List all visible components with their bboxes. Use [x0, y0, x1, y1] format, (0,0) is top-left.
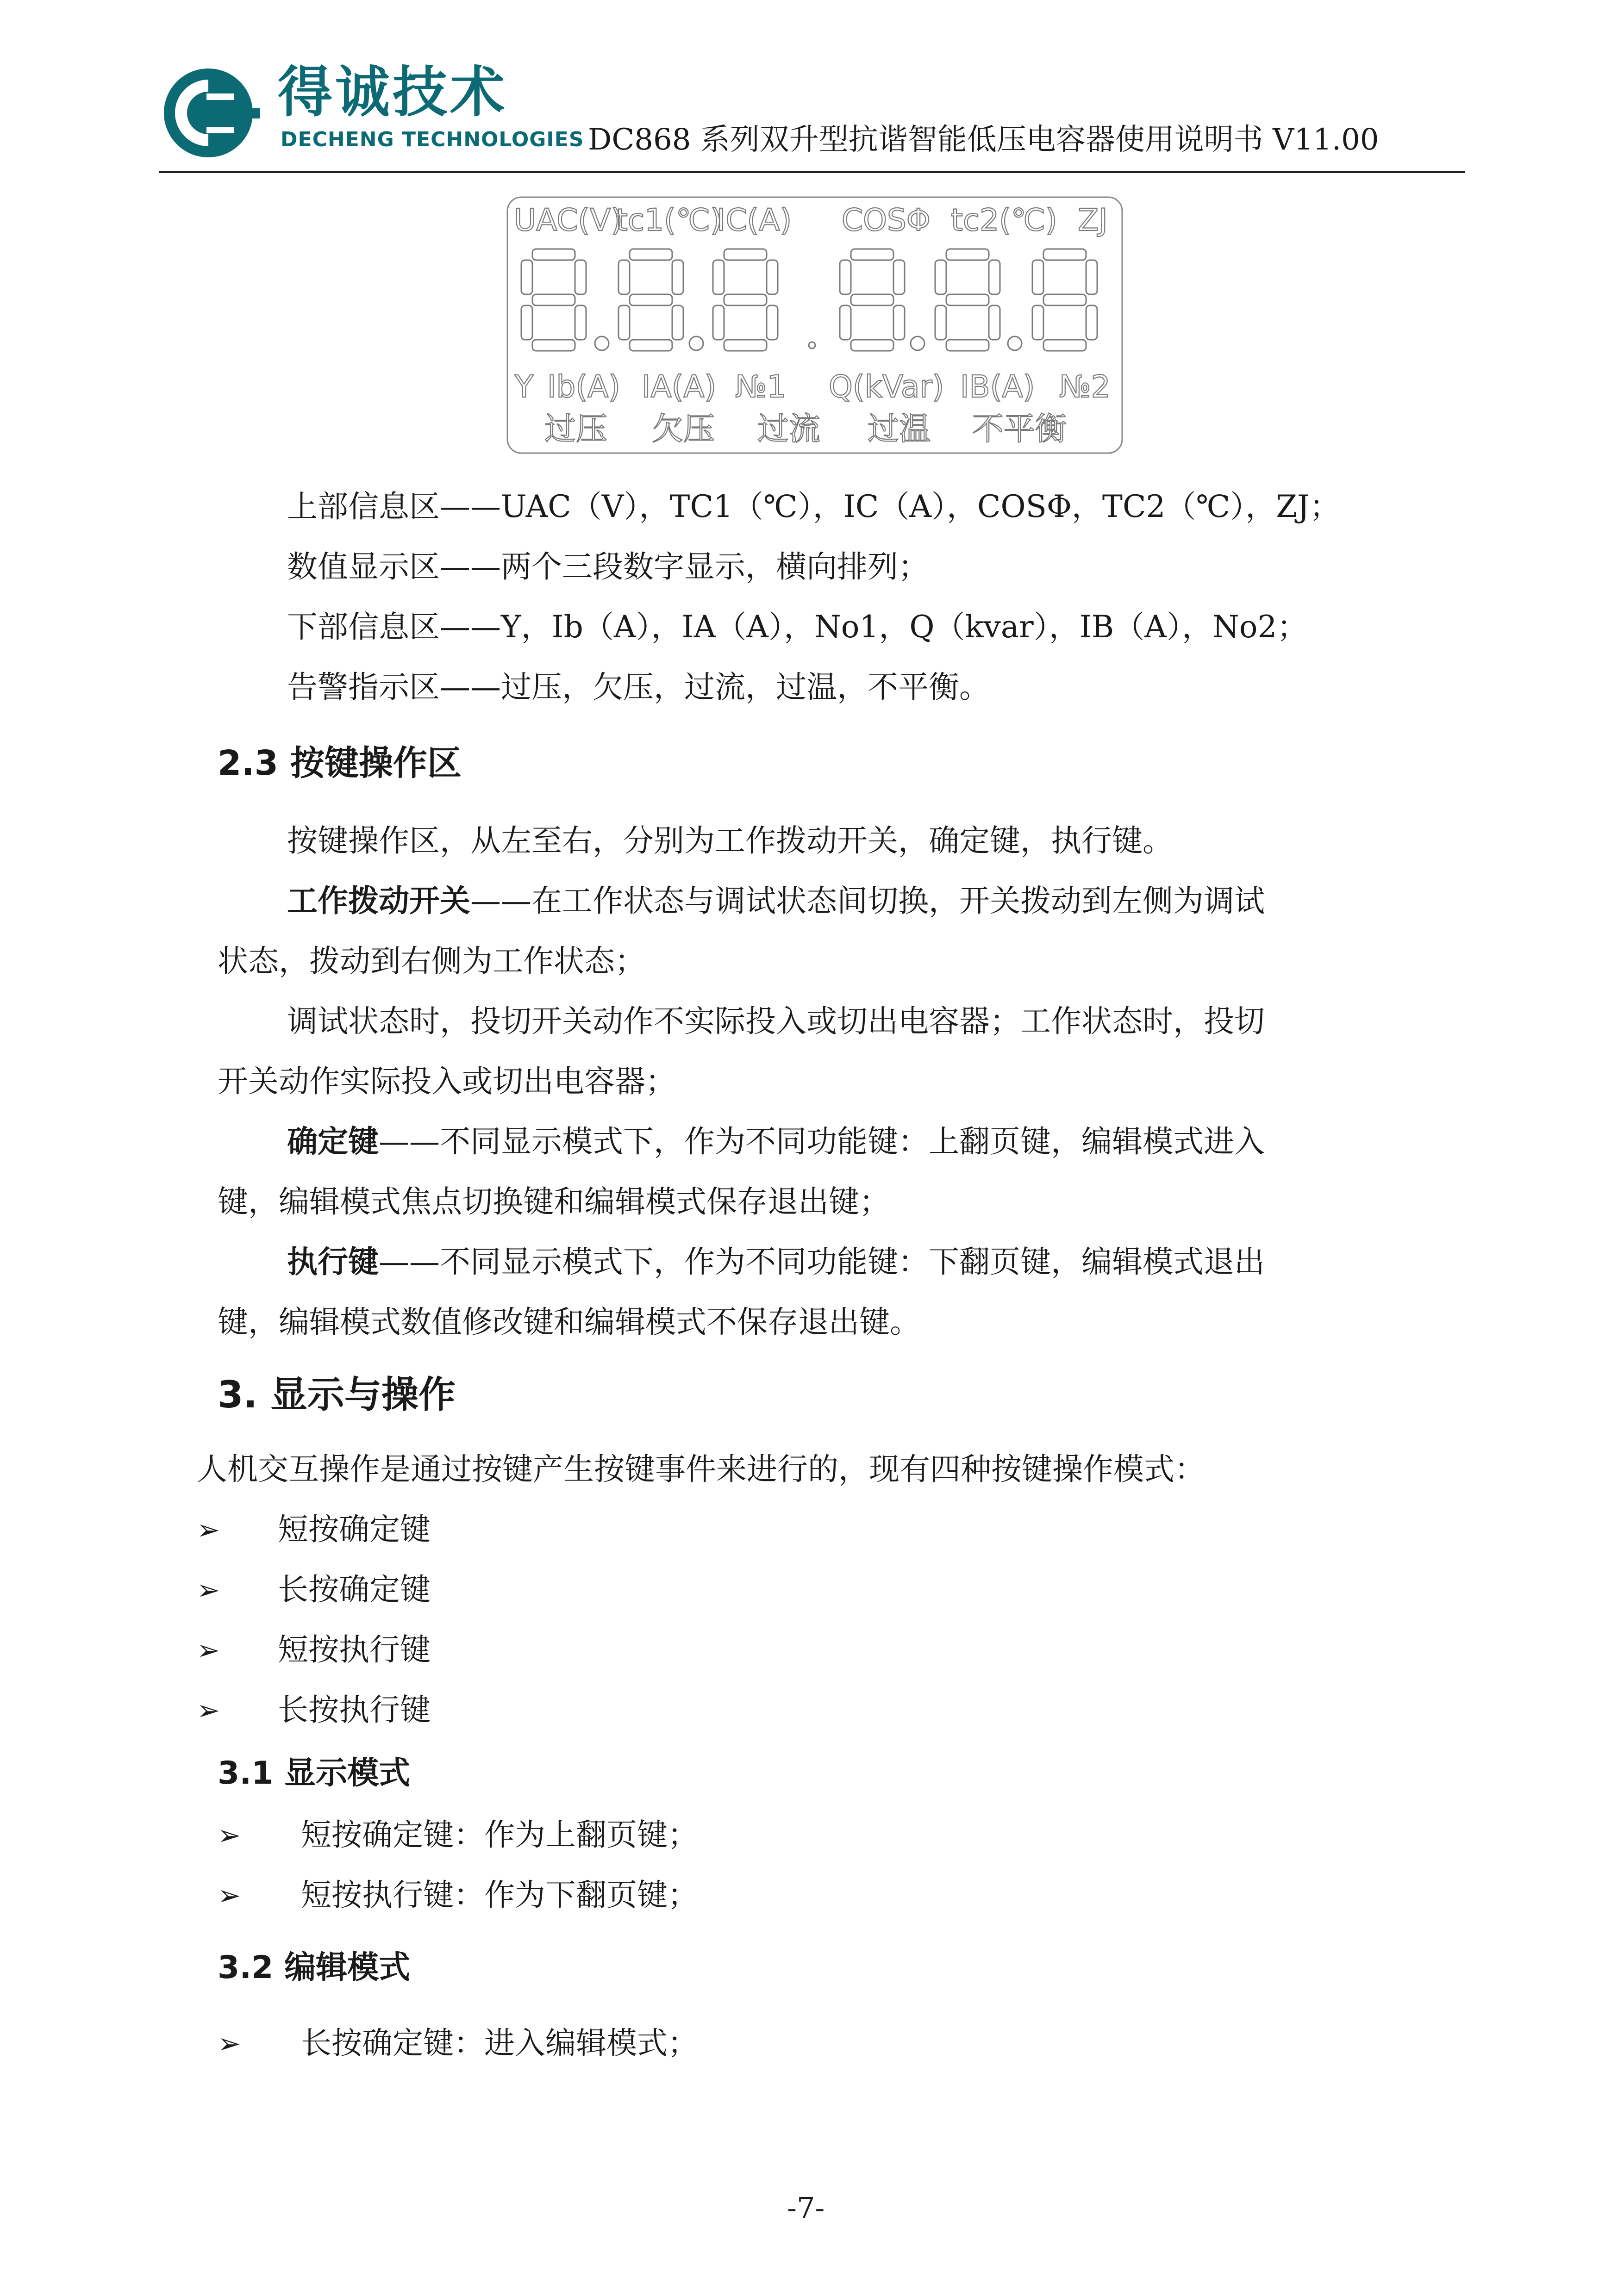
lcd-alarm-overcurrent: 过流: [757, 411, 821, 448]
lcd-segment: [630, 340, 672, 351]
info-bottom-area: 下部信息区——Y，Ib（A），IA（A），No1，Q（kvar），IB（A），No2；: [287, 609, 1308, 645]
header-divider: [159, 171, 1465, 173]
lcd-label-no1: №1: [735, 369, 787, 404]
lcd-digit: [935, 249, 1000, 351]
lcd-segment: [532, 249, 575, 260]
lcd-segment: [630, 294, 672, 305]
lcd-segment: [672, 260, 683, 294]
lcd-segment: [946, 340, 989, 351]
display-mode-item: 短按确定键：作为上翻页键；: [301, 1817, 698, 1853]
lcd-label-y: Y: [515, 369, 534, 404]
lcd-segment: [521, 260, 532, 294]
lcd-segment: [672, 305, 683, 340]
lcd-label-ia: IA(A): [642, 369, 717, 404]
lcd-segment: [935, 260, 946, 294]
lcd-segment: [575, 305, 586, 340]
lcd-label-q: Q(kVar): [829, 369, 944, 404]
lcd-segment: [713, 260, 724, 294]
page-number: -7-: [787, 2191, 825, 2225]
edit-mode-item: 长按确定键：进入编辑模式；: [301, 2025, 698, 2061]
lcd-label-ib2: IB(A): [960, 369, 1035, 404]
exec-line-2: 键，编辑模式数值修改键和编辑模式不保存退出键。: [218, 1304, 920, 1340]
company-logo-icon: [162, 66, 264, 161]
lcd-label-tc1: tc1(℃): [616, 202, 722, 238]
lcd-segment: [1032, 260, 1043, 294]
lcd-label-no2: №2: [1059, 369, 1111, 404]
lcd-segment: [1043, 340, 1086, 351]
lcd-segment: [1086, 305, 1097, 340]
lcd-label-uac: UAC(V): [514, 202, 623, 238]
mode-item: 短按执行键: [278, 1632, 431, 1668]
info-alarm-area: 告警指示区——过压，欠压，过流，过温，不平衡。: [287, 669, 990, 705]
lcd-segment: [1032, 305, 1043, 340]
bullet-icon: ➢: [218, 1819, 241, 1852]
switch-line-2: 状态，拨动到右侧为工作状态；: [218, 943, 645, 979]
lcd-digits: [521, 249, 1097, 351]
lcd-decimal-point: [689, 336, 703, 350]
lcd-segment: [575, 260, 586, 294]
lcd-segment: [1043, 294, 1086, 305]
lcd-decimal-point: [809, 342, 815, 348]
lcd-segment: [851, 340, 893, 351]
lcd-alarm-overvoltage: 过压: [544, 411, 608, 448]
lcd-segment: [893, 305, 905, 340]
switch-line-1: [287, 883, 1265, 919]
lcd-segment: [767, 305, 778, 340]
confirm-line-2: 键，编辑模式焦点切换键和编辑模式保存退出键；: [218, 1184, 890, 1220]
lcd-label-ic: IC(A): [717, 202, 792, 238]
lcd-segment: [724, 249, 767, 260]
confirm-line-1: [287, 1126, 1265, 1157]
exec-desc-1: ——不同显示模式下，作为不同功能键：下翻页键，编辑模式退出: [379, 1244, 1265, 1280]
lcd-segment: [935, 305, 946, 340]
switch-desc-1: ——在工作状态与调试状态间切换，开关拨动到左侧为调试: [470, 883, 1265, 919]
lcd-digit: [521, 249, 586, 351]
lcd-digit: [840, 249, 905, 351]
debug-line-2: 开关动作实际投入或切出电容器；: [218, 1064, 676, 1099]
lcd-digit: [618, 249, 683, 351]
lcd-decimal-point: [911, 336, 924, 350]
confirm-desc-1: ——不同显示模式下，作为不同功能键：上翻页键，编辑模式进入: [379, 1124, 1265, 1159]
lcd-decimal-point: [595, 336, 609, 350]
lcd-segment: [767, 260, 778, 294]
bullet-icon: ➢: [197, 1514, 220, 1546]
lcd-segment: [840, 305, 851, 340]
lcd-segment: [989, 305, 1000, 340]
info-value-area: 数值显示区——两个三段数字显示，横向排列；: [287, 549, 929, 585]
section-heading-2-3: 2.3 按键操作区: [218, 743, 462, 783]
mode-item: 短按确定键: [278, 1512, 431, 1547]
lcd-segment: [989, 260, 1000, 294]
lcd-segment: [713, 305, 724, 340]
lcd-segment: [1043, 249, 1086, 260]
lcd-segment: [851, 294, 893, 305]
lcd-segment: [1086, 260, 1097, 294]
lcd-alarm-overtemp: 过温: [868, 411, 931, 448]
display-mode-item: 短按执行键：作为下翻页键；: [301, 1877, 698, 1913]
lcd-label-cos: COSΦ: [842, 202, 931, 238]
lcd-digit: [713, 249, 778, 351]
bullet-icon: ➢: [197, 1574, 220, 1606]
lcd-segment: [851, 249, 893, 260]
switch-term: 工作拨动开关: [287, 883, 470, 919]
lcd-panel-diagram: [505, 194, 1125, 456]
document-title: DC868 系列双升型抗谐智能低压电容器使用说明书 V11.00: [588, 123, 1379, 157]
lcd-segment: [532, 294, 575, 305]
logo-chinese-name: 得诚技术: [278, 60, 508, 124]
lcd-segment: [946, 249, 989, 260]
lcd-digit: [1032, 249, 1097, 351]
section-heading-3-1: 3.1 显示模式: [218, 1755, 411, 1792]
logo-english-name: DECHENG TECHNOLOGIES: [281, 128, 584, 151]
lcd-segment: [893, 260, 905, 294]
lcd-decimal-point: [1008, 336, 1022, 350]
lcd-segment: [840, 260, 851, 294]
lcd-segment: [521, 305, 532, 340]
bullet-icon: ➢: [218, 2028, 241, 2060]
lcd-segment: [532, 340, 575, 351]
section-heading-3: 3. 显示与操作: [218, 1373, 456, 1416]
bullet-icon: ➢: [197, 1634, 220, 1667]
keys-intro: 按键操作区，从左至右，分别为工作拨动开关，确定键，执行键。: [287, 823, 1173, 859]
lcd-segment: [618, 260, 630, 294]
info-top-area: 上部信息区——UAC（V），TC1（℃），IC（A），COSΦ，TC2（℃），ZJ；: [287, 489, 1340, 524]
confirm-term: 确定键: [287, 1124, 379, 1159]
bullet-icon: ➢: [197, 1694, 220, 1727]
modes-intro: 人机交互操作是通过按键产生按键事件来进行的，现有四种按键操作模式：: [197, 1451, 1205, 1487]
mode-item: 长按确定键: [278, 1572, 431, 1607]
exec-line-1: [287, 1244, 1265, 1280]
lcd-label-zj: ZJ: [1078, 202, 1108, 238]
lcd-alarm-undervoltage: 欠压: [652, 411, 715, 448]
lcd-segment: [724, 340, 767, 351]
debug-line-1: 调试状态时，投切开关动作不实际投入或切出电容器；工作状态时，投切: [287, 1003, 1265, 1039]
lcd-segment: [946, 294, 989, 305]
lcd-segment: [618, 305, 630, 340]
bullet-icon: ➢: [218, 1879, 241, 1912]
lcd-label-ib: Ib(A): [547, 369, 621, 404]
section-heading-3-2: 3.2 编辑模式: [218, 1949, 411, 1986]
mode-item: 长按执行键: [278, 1692, 431, 1728]
lcd-alarm-unbalance: 不平衡: [972, 411, 1067, 448]
lcd-segment: [724, 294, 767, 305]
exec-term: 执行键: [287, 1244, 379, 1280]
lcd-segment: [630, 249, 672, 260]
lcd-label-tc2: tc2(℃): [951, 202, 1057, 238]
